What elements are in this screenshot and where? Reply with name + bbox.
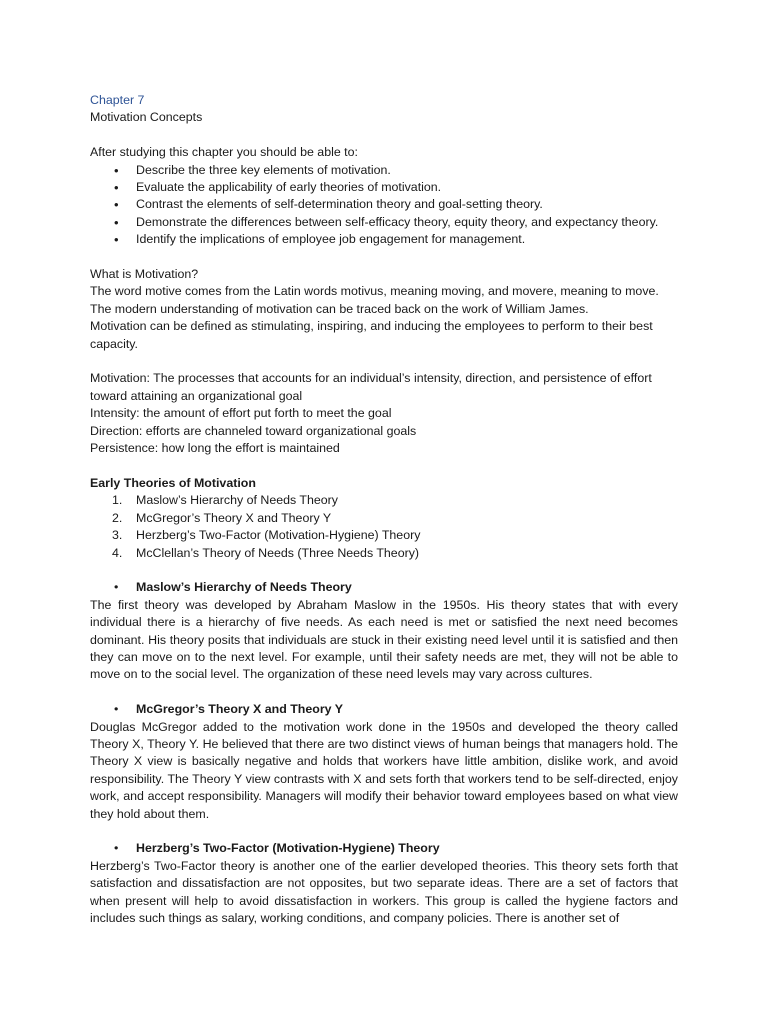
list-item: • Contrast the elements of self-determination theory and goal-setting theory.	[90, 196, 678, 213]
definition-intensity: Intensity: the amount of effort put forth to meet the goal	[90, 406, 392, 421]
list-item: • Evaluate the applicability of early theories of motivation.	[90, 179, 678, 196]
early-theories-heading: Early Theories of Motivation	[90, 475, 256, 490]
list-number: 2.	[112, 510, 123, 525]
section-heading-text: Maslow’s Hierarchy of Needs Theory	[136, 580, 352, 595]
objectives-list	[90, 162, 678, 249]
section-body-maslow: The first theory was developed by Abraham Maslow in the 1950s. His theory states that with every individual there is a hierarchy of five needs. As each need is met or satisfied the next need becomes dominant. His theory posits that individuals are stuck in their existing need level until it is satisfied and then they can move on to the next level. For example, until their safety needs are met, they will not be able to move on to the social level. The organization of these need levels may vary across cultures.	[90, 597, 678, 682]
section-heading-mcgregor	[90, 701, 678, 718]
section-heading-herzberg	[90, 840, 678, 857]
list-number: 4.	[112, 545, 123, 560]
list-item: • Demonstrate the differences between self-efficacy theory, equity theory, and expectancy theory.	[90, 214, 678, 231]
definition-motivation: Motivation: The processes that accounts for an individual’s intensity, direction, and persistence of effort toward attaining an organizational goal	[90, 371, 652, 403]
section-body-herzberg: Herzberg’s Two-Factor theory is another one of the earlier developed theories. This theory sets forth that satisfaction and dissatisfaction are not opposites, but two separate ideas. There are a set of factors that when present will help to avoid dissatisfaction in workers. This group is called the hygiene factors and includes such things as salary, working conditions, and company policies. There is another set of	[90, 858, 678, 925]
what-is-paragraph-1: The word motive comes from the Latin words motivus, meaning moving, and movere, meaning to move. The modern understanding of motivation can be traced back on the work of William James.	[90, 284, 659, 316]
chapter-label: Chapter 7	[90, 93, 145, 107]
list-item: • Describe the three key elements of motivation.	[90, 162, 678, 179]
chapter-title: Motivation Concepts	[90, 110, 203, 125]
list-label: Maslow’s Hierarchy of Needs Theory	[136, 493, 339, 508]
list-item	[90, 492, 678, 509]
list-label: McClellan’s Theory of Needs (Three Needs Theory)	[136, 545, 420, 560]
what-is-heading: What is Motivation?	[90, 267, 199, 282]
list-number: 1.	[112, 493, 123, 508]
early-theories-list	[90, 492, 678, 562]
list-label: Herzberg’s Two-Factor (Motivation-Hygiene) Theory	[136, 528, 421, 543]
section-heading-text: Herzberg’s Two-Factor (Motivation-Hygiene) Theory	[136, 841, 440, 856]
section-heading-maslow	[90, 579, 678, 596]
definition-persistence: Persistence: how long the effort is maintained	[90, 441, 340, 456]
list-item	[90, 510, 678, 527]
objectives-intro: After studying this chapter you should be able to:	[90, 145, 358, 160]
bullet-glyph: •	[114, 841, 119, 856]
what-is-paragraph-2: Motivation can be defined as stimulating, inspiring, and inducing the employees to perform to their best capacity.	[90, 319, 653, 351]
bullet-glyph: •	[114, 580, 119, 595]
definition-direction: Direction: efforts are channeled toward organizational goals	[90, 423, 417, 438]
section-heading-text: McGregor’s Theory X and Theory Y	[136, 702, 344, 717]
bullet-glyph: •	[114, 702, 119, 717]
list-label: McGregor’s Theory X and Theory Y	[136, 510, 332, 525]
list-item	[90, 527, 678, 544]
list-item	[90, 545, 678, 562]
list-item: • Identify the implications of employee job engagement for management.	[90, 231, 678, 248]
list-number: 3.	[112, 528, 123, 543]
section-body-mcgregor: Douglas McGregor added to the motivation work done in the 1950s and developed the theory called Theory X, Theory Y. He believed that there are two distinct views of human beings that managers hold. The Theory X view is basically negative and holds that workers have little ambition, dislike work, and avoid responsibility. The Theory Y view contrasts with X and sets forth that workers tend to be self-directed, enjoy work, and accept responsibility. Managers will modify their behavior toward employees based on what view they hold about them.	[90, 719, 678, 821]
